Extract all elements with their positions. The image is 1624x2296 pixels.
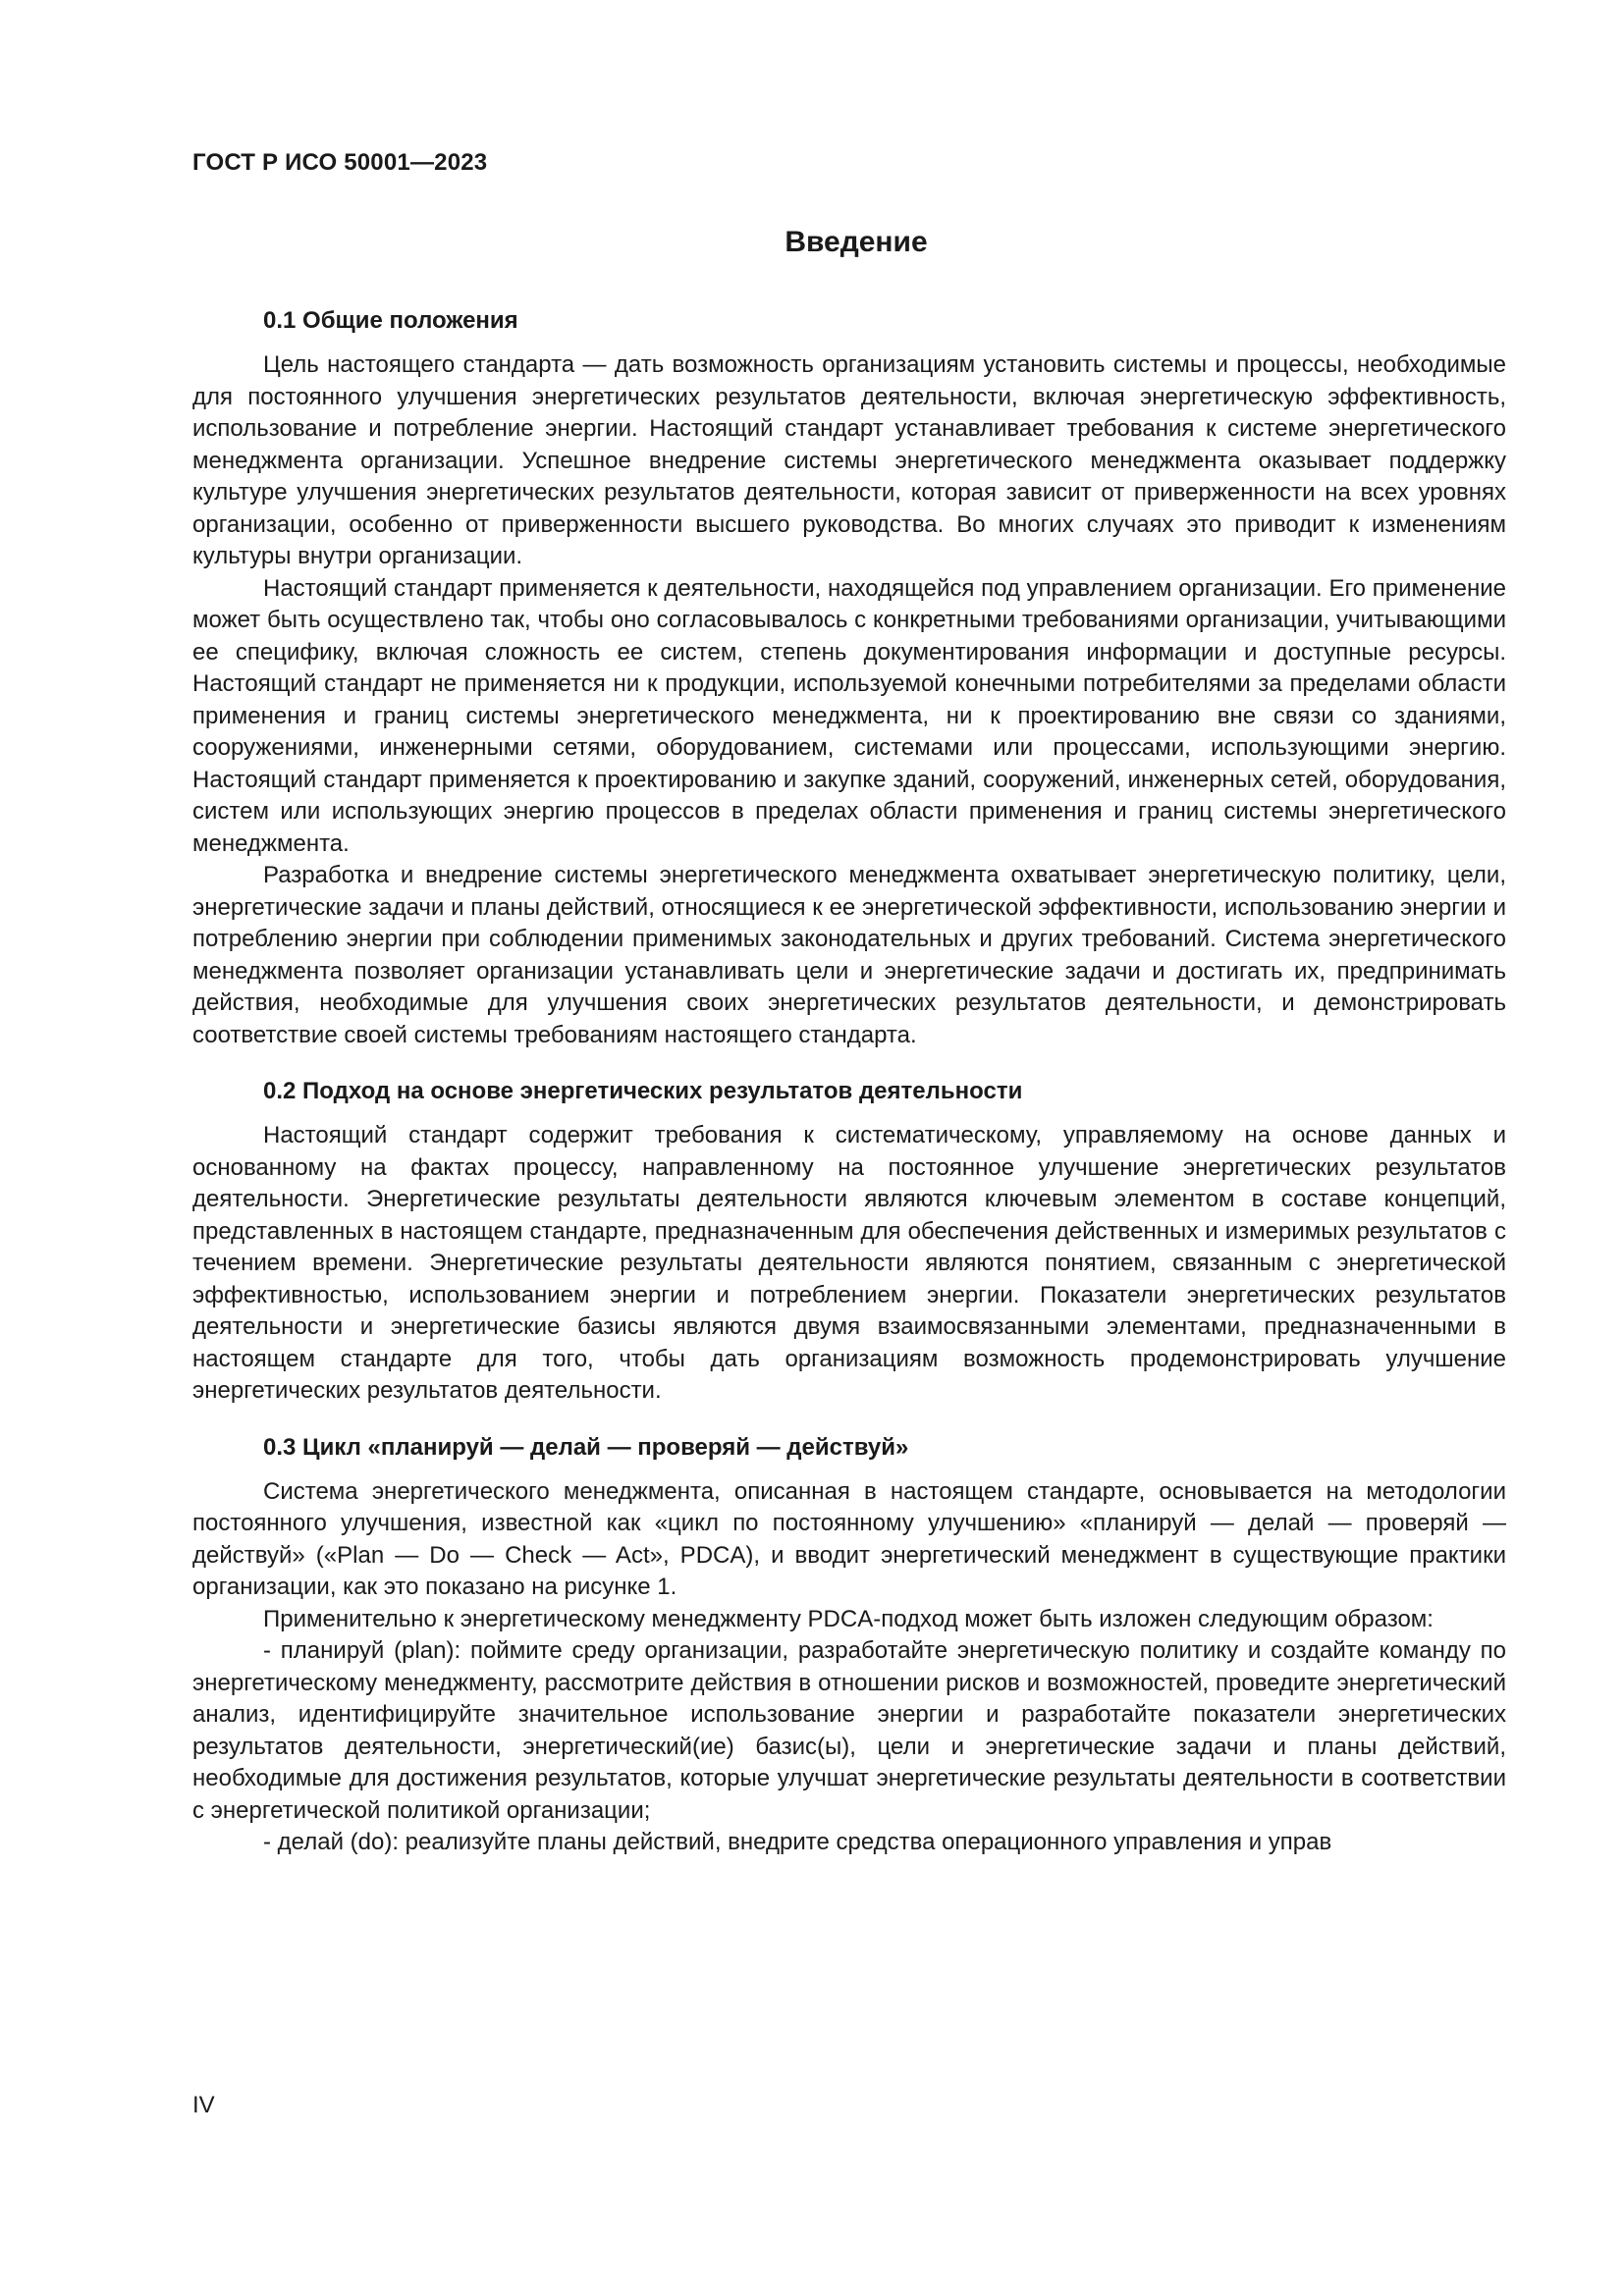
section-heading: 0.2 Подход на основе энергетических результатов деятельности [263, 1078, 1023, 1104]
section-0-2 [192, 1077, 1506, 1408]
section-0-3 [192, 1433, 1506, 1859]
list-item: - планируй (plan): поймите среду организации, разработайте энергетическую политику и создайте команду по энергетическому менеджменту, рассмотрите действия в отношении рисков и возможностей, проведите энергетический анализ, идентифицируйте значительное использование энергии и разработайте показатели энергетических результатов деятельности, энергетический(ие) базис(ы), цели и энергетические задачи и планы действий, необходимые для достижения результатов, которые улучшат энергетические результаты деятельности в соответствии с энергетической политикой организации; [192, 1637, 1506, 1824]
paragraph: Система энергетического менеджмента, описанная в настоящем стандарте, основывается на методологии постоянного улучшения, известной как «цикл по постоянному улучшению» «планируй — делай — проверяй — действуй» («Plan — Do — Check — Act», PDCA), и вводит энергетический менеджмент в существующие практики организации, как это показано на рисунке 1. [192, 1477, 1506, 1600]
paragraph: Настоящий стандарт содержит требования к систематическому, управляемому на основе данных и основанному на фактах процессу, направленному на постоянное улучшение энергетических результатов деятельности. Энергетические результаты деятельности являются ключевым элементом в составе концепций, представленных в настоящем стандарте, предназначенным для обеспечения действенных и измеримых результатов с течением времени. Энергетические результаты деятельности являются понятием, связанным с энергетической эффективностью, использованием энергии и потреблением энергии. Показатели энергетических результатов деятельности и энергетические базисы являются двумя взаимосвязанными элементами, предназначенными в настоящем стандарте для того, чтобы дать организациям возможность продемонстрировать улучшение энергетических результатов деятельности. [192, 1122, 1506, 1404]
section-0-1 [192, 306, 1506, 1051]
paragraph: Разработка и внедрение системы энергетического менеджмента охватывает энергетическую политику, цели, энергетические задачи и планы действий, относящиеся к ее энергетической эффективности, использованию энергии и потреблению энергии при соблюдении применимых законодательных и других требований. Система энергетического менеджмента позволяет организации устанавливать цели и энергетические задачи и достигать их, предпринимать действия, необходимые для улучшения своих энергетических результатов деятельности, и демонстрировать соответствие своей системы требованиям настоящего стандарта. [192, 862, 1506, 1048]
document-id-header: ГОСТ Р ИСО 50001—2023 [192, 149, 488, 176]
paragraph: Цель настоящего стандарта — дать возможность организациям установить системы и процессы, необходимые для постоянного улучшения энергетических результатов деятельности, включая энергетическую эффективность, использование и потребление энергии. Настоящий стандарт устанавливает требования к системе энергетического менеджмента организации. Успешное внедрение системы энергетического менеджмента оказывает поддержку культуре улучшения энергетических результатов деятельности, которая зависит от приверженности на всех уровнях организации, особенно от приверженности высшего руководства. Во многих случаях это приводит к изменениям культуры внутри организации. [192, 351, 1506, 569]
paragraph: Настоящий стандарт применяется к деятельности, находящейся под управлением организации. Его применение может быть осуществлено так, чтобы оно согласовывалось с конкретными требованиями организации, учитывающими ее специфику, включая сложность ее систем, степень документирования информации и доступные ресурсы. Настоящий стандарт не применяется ни к продукции, используемой конечными потребителями за пределами области применения и границ системы энергетического менеджмента, ни к проектированию вне связи со зданиями, сооружениями, инженерными сетями, оборудованием, системами или процессами, использующими энергию. Настоящий стандарт применяется к проектированию и закупке зданий, сооружений, инженерных сетей, оборудования, систем или использующих энергию процессов в пределах области применения и границ системы энергетического менеджмента. [192, 574, 1506, 857]
page-title: Введение [785, 226, 928, 258]
document-body [192, 306, 1506, 1885]
list-item: - делай (do): реализуйте планы действий, внедрите средства операционного управления и управ [263, 1829, 1332, 1855]
paragraph: Применительно к энергетическому менеджменту PDCA-подход может быть изложен следующим образом: [263, 1605, 1434, 1632]
section-heading: 0.1 Общие положения [263, 307, 518, 334]
page-number: IV [192, 2092, 215, 2118]
section-heading: 0.3 Цикл «планируй — делай — проверяй — действуй» [263, 1433, 909, 1461]
